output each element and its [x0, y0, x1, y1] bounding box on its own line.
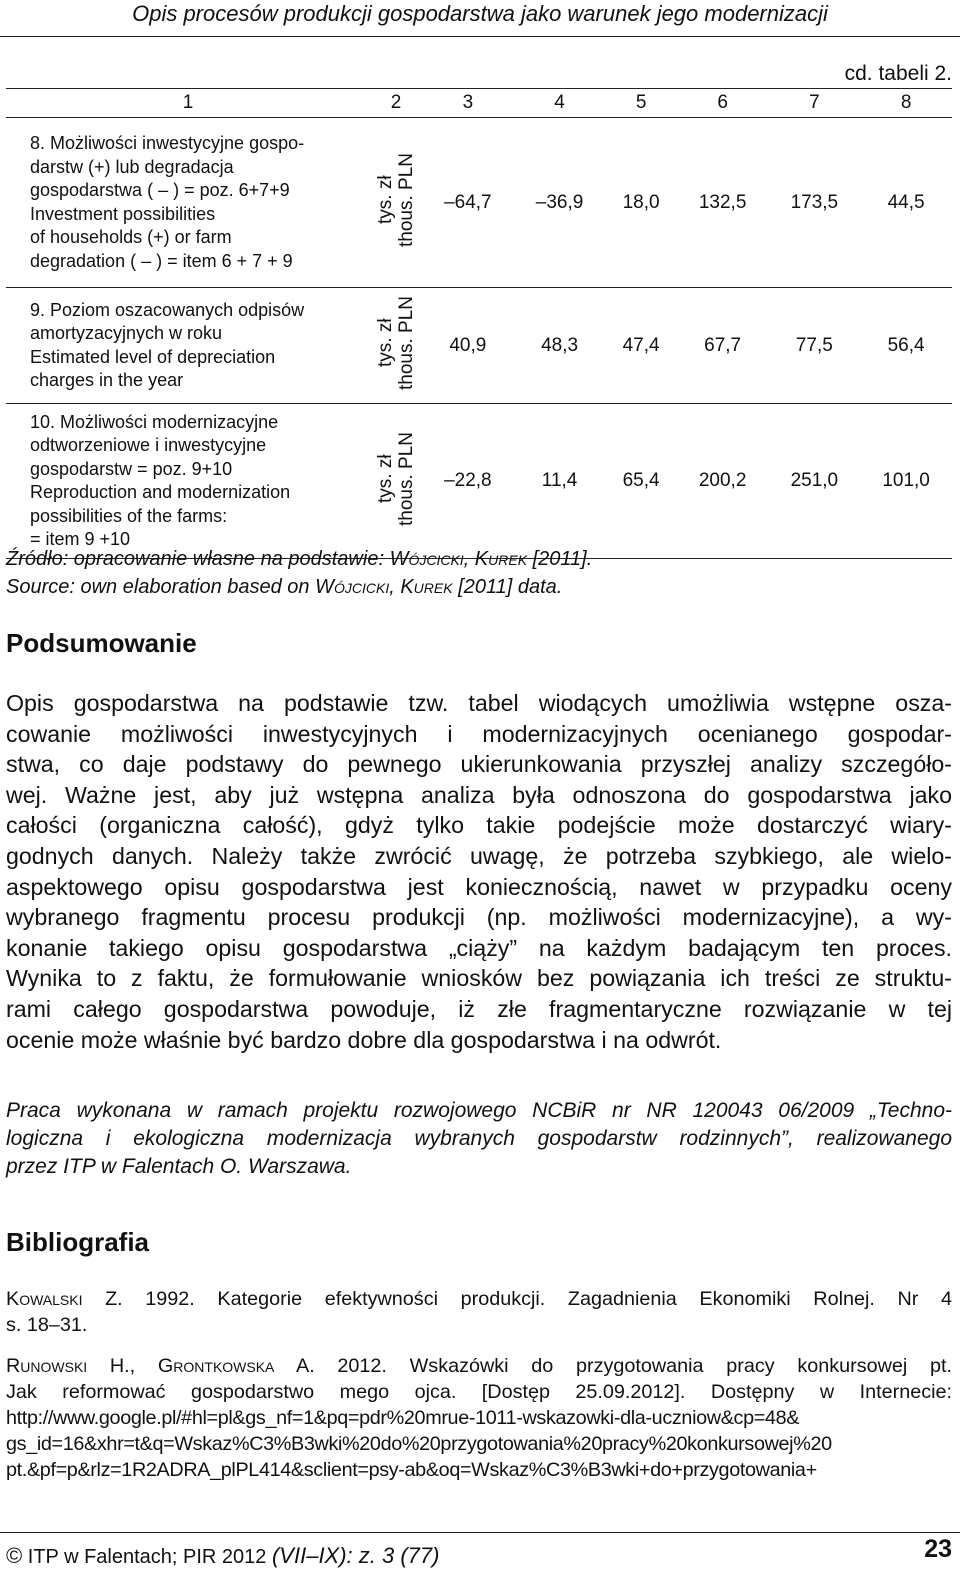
- page-footer: [6, 1543, 439, 1569]
- table-cell: 200,2: [677, 404, 769, 559]
- copyright-icon: ©: [6, 1543, 23, 1568]
- label-line: Investment possibilities: [30, 203, 216, 224]
- label-line: of households (+) or farm: [30, 227, 232, 247]
- table-row: [6, 404, 952, 559]
- summary-line: konanie takiego opisu gospodarstwa „ciąży” na każdym badającym ten proces.: [6, 934, 952, 961]
- summary-line: ocenie może właśnie być bardzo dobre dla gospodarstwa i na odwrót.: [6, 1026, 722, 1053]
- unit-cell: [370, 118, 422, 288]
- column-number: 8: [860, 89, 952, 118]
- summary-line: rami całego gospodarstwa powoduje, iż złe fragmentaryczne rozwiązanie w tej: [6, 995, 952, 1022]
- label-line: possibilities of the farms:: [30, 505, 228, 526]
- label-line: gospodarstw = poz. 9+10: [30, 458, 233, 479]
- running-title: Opis procesów produkcji gospodarstwa jako warunek jego modernizacji: [132, 1, 828, 26]
- summary-line: Wynika to z faktu, że formułowanie wniosków bez powiązania ich treści ze struktu-: [6, 965, 952, 992]
- summary-line: cowanie możliwości inwestycyjnych i modernizacyjnych ocenianego gospodar-: [6, 720, 952, 747]
- table-continuation-label: cd. tabeli 2.: [844, 62, 952, 85]
- column-number-row: [6, 89, 952, 118]
- label-line: gospodarstwa ( – ) = poz. 6+7+9: [30, 180, 290, 200]
- table-cell: 101,0: [860, 404, 952, 559]
- publisher-info: ITP w Falentach; PIR 2012: [22, 1546, 272, 1568]
- bib-url-line[interactable]: pt.&pf=p&rlz=1R2ADRA_plPL414&sclient=psy-ab&oq=Wskaz%C3%B3wki+do+przygotowania+: [6, 1459, 817, 1481]
- table-cell: –64,7: [422, 118, 514, 288]
- column-number: 7: [769, 89, 861, 118]
- table-cell: 18,0: [605, 118, 676, 288]
- footer-divider: [0, 1532, 960, 1533]
- unit-cell: [370, 404, 422, 559]
- source-line-en: Source: own elaboration based on Wójcicki, Kurek [2011] data.: [6, 576, 563, 598]
- bib-url-line[interactable]: gs_id=16&xhr=t&q=Wskaz%C3%B3wki%20do%20przygotowania%20pracy%20konkursowej%20: [6, 1433, 832, 1455]
- table-cell: 44,5: [860, 118, 952, 288]
- label-line: charges in the year: [30, 370, 184, 390]
- unit-cell: [370, 288, 422, 404]
- summary-line: wej. Ważne jest, aby już wstępna analiza była odnoszona do gospodarstwa jako: [6, 781, 952, 808]
- bib-url-line[interactable]: http://www.google.pl/#hl=pl&gs_nf=1&pq=pdr%20mrue-1011-wskazowki-dla-uczniow&cp=48&: [6, 1407, 800, 1429]
- bibliography-entry: [6, 1286, 952, 1338]
- column-number: 4: [514, 89, 606, 118]
- unit-label: tys. zł thous. PLN: [375, 153, 417, 247]
- label-line: odtworzeniowe i inwestycyjne: [30, 435, 267, 455]
- running-header: [0, 0, 960, 37]
- table-cell: 251,0: [769, 404, 861, 559]
- data-table: [6, 88, 952, 559]
- column-number: 2: [370, 89, 422, 118]
- label-line: = item 9 +10: [30, 529, 131, 549]
- label-line: Reproduction and modernization: [30, 482, 291, 502]
- summary-line: stwa, co daje podstawy do pewnego ukierunkowania przyszłej analizy szczegóło-: [6, 751, 952, 778]
- label-line: degradation ( – ) = item 6 + 7 + 9: [30, 250, 293, 271]
- table-cell: 47,4: [605, 288, 676, 404]
- table-cell: –22,8: [422, 404, 514, 559]
- table-cell: 77,5: [769, 288, 861, 404]
- table-row: [6, 288, 952, 404]
- ack-line: logiczna i ekologiczna modernizacja wybranych gospodarstw rodzinnych”, realizowanego: [6, 1127, 952, 1150]
- bibliography-entry: [6, 1353, 952, 1483]
- label-line: darstw (+) lub degradacja: [30, 156, 234, 177]
- table-source-note: [6, 545, 592, 601]
- unit-label: tys. zł thous. PLN: [375, 296, 417, 390]
- bib-line: Jak reformować gospodarstwo mego ojca. [Dostęp 25.09.2012]. Dostępny w Internecie:: [6, 1381, 952, 1403]
- label-line: 8. Możliwości inwestycyjne gospo-: [30, 133, 305, 153]
- table-cell: 173,5: [769, 118, 861, 288]
- row-label: [6, 288, 370, 404]
- label-line: Estimated level of depreciation: [30, 346, 276, 367]
- table-cell: 67,7: [677, 288, 769, 404]
- row-label: [6, 404, 370, 559]
- table-cell: 132,5: [677, 118, 769, 288]
- ack-line: przez ITP w Falentach O. Warszawa.: [6, 1155, 352, 1178]
- summary-heading: Podsumowanie: [6, 628, 197, 658]
- column-number: 1: [6, 89, 370, 118]
- table-cell: 11,4: [514, 404, 606, 559]
- summary-line: aspektowego opisu gospodarstwa jest koniecznością, nawet w przypadku oceny: [6, 873, 952, 900]
- table-row: [6, 118, 952, 288]
- bibliography-heading: Bibliografia: [6, 1227, 150, 1257]
- page-number: 23: [924, 1535, 952, 1563]
- table-cell: 56,4: [860, 288, 952, 404]
- bib-line: s. 18–31.: [6, 1314, 88, 1336]
- column-number: 5: [605, 89, 676, 118]
- column-number: 3: [422, 89, 514, 118]
- summary-paragraph: [6, 688, 952, 1055]
- bib-line: Kowalski Z. 1992. Kategorie efektywności produkcji. Zagadnienia Ekonomiki Rolnej. Nr 4: [6, 1288, 952, 1310]
- column-number: 6: [677, 89, 769, 118]
- source-line-pl: Źródło: opracowanie własne na podstawie: Wójcicki, Kurek [2011].: [6, 548, 593, 570]
- issue-info: (VII–IX): z. 3 (77): [271, 1543, 440, 1568]
- table-cell: 40,9: [422, 288, 514, 404]
- table-cell: 48,3: [514, 288, 606, 404]
- acknowledgement-note: [6, 1097, 952, 1181]
- row-label: [6, 118, 370, 288]
- bib-line: Runowski H., Grontkowska A. 2012. Wskazówki do przygotowania pracy konkursowej pt.: [6, 1355, 952, 1377]
- summary-line: całości (organiczna całość), gdyż tylko takie podejście może dostarczyć wiary-: [6, 812, 952, 839]
- table-cell: 65,4: [605, 404, 676, 559]
- unit-label: tys. zł thous. PLN: [375, 431, 417, 526]
- label-line: 10. Możliwości modernizacyjne: [30, 411, 279, 432]
- label-line: 9. Poziom oszacowanych odpisów: [30, 299, 305, 320]
- summary-line: Opis gospodarstwa na podstawie tzw. tabel wiodących umożliwia wstępne osza-: [6, 690, 952, 716]
- table-cell: –36,9: [514, 118, 606, 288]
- summary-line: wybranego fragmentu procesu produkcji (np. możliwości modernizacyjne), a wy-: [6, 904, 952, 931]
- summary-line: godnych danych. Należy także zwrócić uwagę, że potrzeba szybkiego, ale wielo-: [6, 842, 952, 869]
- ack-line: Praca wykonana w ramach projektu rozwojowego NCBiR nr NR 120043 06/2009 „Techno-: [6, 1099, 952, 1122]
- label-line: amortyzacyjnych w roku: [30, 323, 223, 343]
